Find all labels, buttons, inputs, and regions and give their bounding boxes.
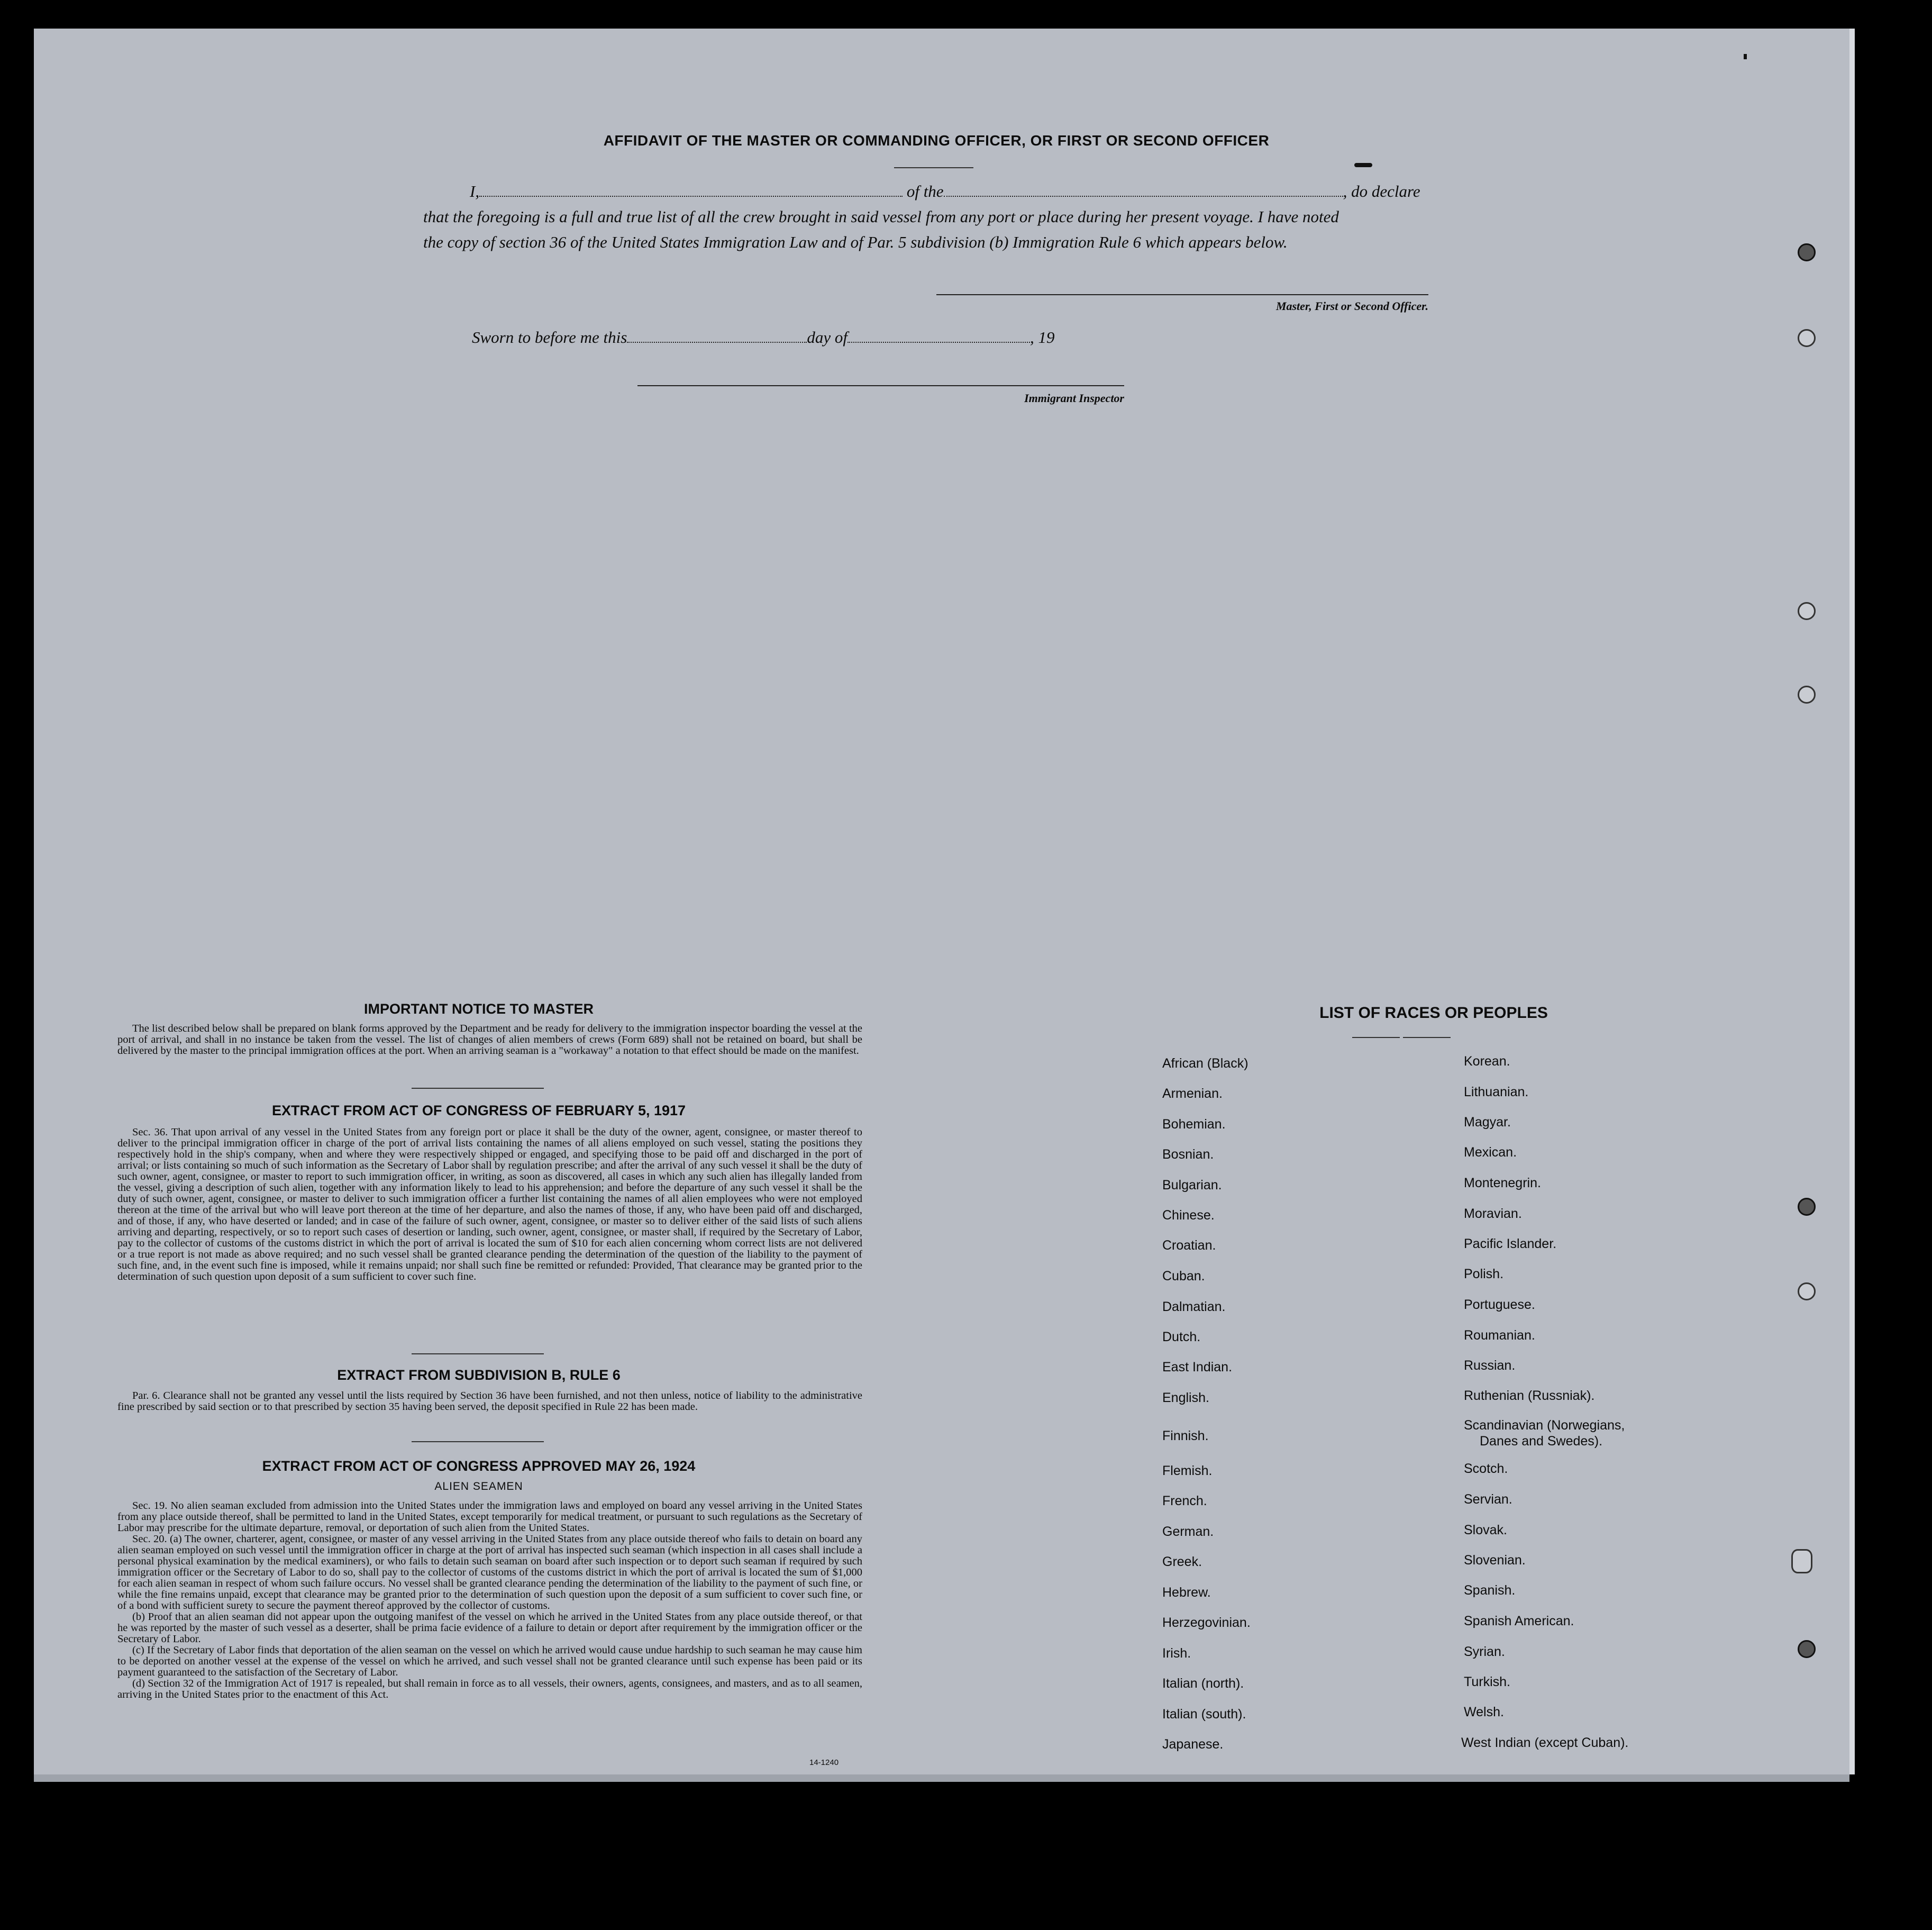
- section-36-paragraph: Sec. 36. That upon arrival of any vessel in the United States from any foreign port or place it shall be the duty of the owner, agent, consignee, or master thereof to deliver to the principal immigration officer in charge of the port of arrival lists containing the names of all aliens employed on such vessel, stating the positions they respectively hold in the ship's company, when and where they were respectively shipped or engaged, and specifying those to be paid off and discharged in the port of arrival; or lists containing so much of such information as the Secretary of Labor shall by regulation prescribe; and after the arrival of any such vessel it shall be the duty of such owner, agent, consignee, or master to report to such immigration officer, in writing, as soon as discovered, all cases in which any such alien has illegally landed from the vessel, giving a description of such alien, together with any information likely to lead to his apprehension; and before the departure of any such vessel it shall be the duty of such owner, agent, consignee, or master to deliver to such immigration officer a further list containing the names of all alien employees who were not employed thereon at the time of the arrival but who will leave port thereon at the time of her departure, and also the names of those, if any, who have been paid off and discharged, and of those, if any, who have deserted or landed; and in case of the failure of such owner, agent, consignee, or master so to deliver either of the said lists of such aliens arriving and departing, respectively, or so to report such cases of desertion or landing, such owner, agent, consignee, or master shall, if required by the Secretary of Labor, pay to the collector of customs of the customs district in which the port of arrival is located the sum of $10 for each alien concerning whom correct lists are not delivered or a true report is not made as above required; and no such vessel shall be granted clearance pending the determination of the question of the liability to the payment of such fine, and, in the event such fine is imposed, while it remains unpaid; nor shall such fine be remitted or refunded: Provided, That clearance may be granted prior to the determination of such question upon deposit of a sum sufficient to cover such fine.: [117, 1126, 862, 1282]
- race-list-item: German.: [1162, 1524, 1214, 1539]
- race-list-item: Mexican.: [1464, 1145, 1517, 1160]
- inspector-signature-caption: Immigrant Inspector: [1024, 392, 1124, 405]
- master-name-field[interactable]: [479, 182, 903, 197]
- master-signature-caption: Master, First or Second Officer.: [1275, 299, 1428, 313]
- race-list-item: Hebrew.: [1162, 1585, 1211, 1600]
- rule-6-heading: EXTRACT FROM SUBDIVISION B, RULE 6: [337, 1367, 621, 1383]
- race-list-item: Chinese.: [1162, 1208, 1215, 1223]
- alien-seamen-subheading: ALIEN SEAMEN: [434, 1480, 523, 1492]
- race-list-item: Croatian.: [1162, 1238, 1216, 1253]
- race-list-item: Bulgarian.: [1162, 1178, 1222, 1192]
- races-title-rule: [1352, 1037, 1400, 1038]
- binder-hole: [1798, 329, 1816, 347]
- race-list-item: Lithuanian.: [1464, 1085, 1529, 1099]
- ink-mark: [1791, 1549, 1812, 1573]
- binder-hole: [1798, 602, 1816, 620]
- binder-hole: [1798, 243, 1816, 261]
- race-list-item: Portuguese.: [1464, 1297, 1535, 1312]
- race-list-item: French.: [1162, 1494, 1207, 1508]
- day-of-label: day of: [807, 328, 847, 347]
- race-list-item: Spanish.: [1464, 1583, 1516, 1598]
- race-list-item: Magyar.: [1464, 1115, 1511, 1130]
- year-prefix-label: , 19: [1029, 328, 1055, 347]
- sworn-day-field[interactable]: [627, 328, 807, 343]
- sworn-line: [472, 328, 1054, 347]
- race-list-item: Herzegovinian.: [1162, 1615, 1251, 1630]
- race-list-item: Pacific Islander.: [1464, 1236, 1557, 1251]
- race-list-item: Welsh.: [1464, 1705, 1504, 1719]
- page-edge: [1849, 29, 1855, 1774]
- section-20c-paragraph: (c) If the Secretary of Labor finds that deportation of the alien seaman on the vessel on which he arrived would cause undue hardship to such seaman he may cause him to be deported on another vessel at the expense of the vessel on which he arrived, and such vessel shall not be granted clearance until such expense has been paid or its payment guaranteed to the satisfaction of the Secretary of Labor.: [117, 1644, 862, 1678]
- race-list-item: Moravian.: [1464, 1206, 1522, 1221]
- race-list-item: Irish.: [1162, 1646, 1191, 1661]
- section-20a-paragraph: Sec. 20. (a) The owner, charterer, agent, consignee, or master of any vessel arriving in the United States from any place outside thereof who fails to detain on board any alien seaman employed on such vessel until the immigration officer in charge at the port of arrival has inspected such seaman (which inspection in all cases shall include a personal physical examination by the medical examiners), or who fails to detain such seaman on board after such inspection or to deport such seaman if required by such immigration officer or the Secretary of Labor to do so, shall pay to the collector of customs of the customs district in which the port of arrival is located the sum of $1,000 for each alien seaman in respect of whom such failure occurs. No vessel shall be granted clearance pending the determination of the liability to the payment of such fine, or while the fine remains unpaid, except that clearance may be granted prior to the determination of such question upon the deposit of a sum sufficient to cover such fine, or of a bond with sufficient surety to secure the payment thereof approved by the collector of customs.: [117, 1533, 862, 1612]
- vessel-name-field[interactable]: [944, 182, 1343, 197]
- race-list-item: Cuban.: [1162, 1269, 1205, 1283]
- races-title: LIST OF RACES OR PEOPLES: [1319, 1004, 1548, 1022]
- rule-6-text: [117, 1390, 862, 1413]
- affidavit-line-3: the copy of section 36 of the United States Immigration Law and of Par. 5 subdivision (b) Immigration Rule 6 which appears below.: [423, 233, 1288, 251]
- race-list-item: West Indian (except Cuban).: [1461, 1735, 1629, 1750]
- race-list-item: Dutch.: [1162, 1330, 1201, 1344]
- notice-paragraph: The list described below shall be prepared on blank forms approved by the Department and be ready for delivery to the immigration inspector boarding the vessel at the port of arrival, and shall in no instance be taken from the vessel. The list of changes of alien members of crews (Form 689) shall not be retained on board, but shall be delivered by the master to the principal immigration offices at the port. When an arriving seaman is a "workaway" a notation to that effect should be made on the manifest.: [117, 1023, 862, 1057]
- race-list-item: Slovak.: [1464, 1523, 1507, 1537]
- affidavit-i-label: I,: [470, 182, 480, 201]
- extract-1924-heading: EXTRACT FROM ACT OF CONGRESS APPROVED MAY 26, 1924: [262, 1458, 696, 1474]
- page-bottom-strip: [34, 1774, 1849, 1782]
- race-list-item: Ruthenian (Russniak).: [1464, 1388, 1595, 1403]
- affidavit-line-1: [470, 182, 1420, 201]
- affidavit-line-2: that the foregoing is a full and true list of all the crew brought in said vessel from any port or place during her present voyage. I have noted: [423, 207, 1339, 226]
- binder-hole: [1798, 1282, 1816, 1300]
- extract-1924-text: [117, 1500, 862, 1700]
- race-list-item: Italian (north).: [1162, 1676, 1244, 1691]
- race-list-item: English.: [1162, 1390, 1209, 1405]
- sworn-month-field[interactable]: [847, 328, 1030, 343]
- affidavit-of-the-label: of the: [906, 182, 944, 201]
- race-list-item: Italian (south).: [1162, 1707, 1246, 1722]
- race-list-item: Japanese.: [1162, 1737, 1224, 1752]
- race-list-item: Danes and Swedes).: [1480, 1434, 1603, 1449]
- binder-hole: [1798, 1640, 1816, 1658]
- ink-speck: [1744, 54, 1747, 59]
- race-list-item: Flemish.: [1162, 1463, 1213, 1478]
- race-list-item: Bohemian.: [1162, 1117, 1226, 1132]
- extract-1917-heading: EXTRACT FROM ACT OF CONGRESS OF FEBRUARY 5, 1917: [271, 1103, 686, 1118]
- extract-1917-text: [117, 1127, 862, 1282]
- race-list-item: Scotch.: [1464, 1461, 1508, 1476]
- race-list-item: Polish.: [1464, 1267, 1504, 1281]
- binder-hole: [1798, 1198, 1816, 1216]
- section-separator: [412, 1353, 544, 1354]
- race-list-item: African (Black): [1162, 1056, 1248, 1071]
- affidavit-title: AFFIDAVIT OF THE MASTER OR COMMANDING OFFICER, OR FIRST OR SECOND OFFICER: [603, 132, 1270, 149]
- race-list-item: Greek.: [1162, 1554, 1202, 1569]
- section-separator: [412, 1088, 544, 1089]
- race-list-item: Slovenian.: [1464, 1553, 1526, 1568]
- race-list-item: Armenian.: [1162, 1086, 1223, 1101]
- race-list-item: Scandinavian (Norwegians,: [1464, 1418, 1625, 1433]
- race-list-item: East Indian.: [1162, 1360, 1233, 1374]
- race-list-item: Bosnian.: [1162, 1147, 1214, 1162]
- race-list-item: Roumanian.: [1464, 1328, 1535, 1343]
- affidavit-declare-label: , do declare: [1343, 182, 1420, 201]
- rule-6-paragraph: Par. 6. Clearance shall not be granted any vessel until the lists required by Section 36 have been furnished, and not then unless, notice of liability to the administrative fine prescribed by said section or to that prescribed by section 35 having been served, the deposit specified in Rule 22 has been made.: [117, 1390, 862, 1413]
- race-list-item: Syrian.: [1464, 1644, 1505, 1659]
- race-list-item: Servian.: [1464, 1492, 1512, 1507]
- race-list-item: Turkish.: [1464, 1674, 1510, 1689]
- binder-hole: [1798, 686, 1816, 704]
- race-list-item: Spanish American.: [1464, 1614, 1574, 1628]
- section-20d-paragraph: (d) Section 32 of the Immigration Act of 1917 is repealed, but shall remain in force as to all vessels, their owners, agents, consignees, and masters, and as to all seamen, arriving in the United States prior to the enactment of this Act.: [117, 1678, 862, 1700]
- race-list-item: Russian.: [1464, 1358, 1516, 1373]
- affidavit-title-rule: [894, 167, 973, 168]
- notice-heading: IMPORTANT NOTICE TO MASTER: [364, 1001, 594, 1017]
- section-separator: [412, 1441, 544, 1442]
- race-list-item: Korean.: [1464, 1054, 1510, 1069]
- form-number: 14-1240: [809, 1758, 839, 1767]
- section-20b-paragraph: (b) Proof that an alien seaman did not appear upon the outgoing manifest of the vessel on which he arrived in the United States from any place outside thereof, or that he was reported by the master of such vessel as a deserter, shall be prima facie evidence of a failure to detain or deport after requirement by the immigration officer or the Secretary of Labor.: [117, 1611, 862, 1645]
- sworn-label: Sworn to before me this: [472, 328, 627, 347]
- inspector-signature-line[interactable]: [637, 385, 1124, 386]
- ink-smudge: [1354, 163, 1372, 167]
- races-title-rule: [1403, 1037, 1451, 1038]
- race-list-item: Montenegrin.: [1464, 1176, 1541, 1190]
- notice-text: [117, 1023, 862, 1057]
- section-19-paragraph: Sec. 19. No alien seaman excluded from admission into the United States under the immigration laws and employed on board any vessel arriving in the United States from any place outside thereof, shall be permitted to land in the United States, except temporarily for medical treatment, or pursuant to such regulations as the Secretary of Labor may prescribe for the ultimate departure, removal, or deportation of such alien from the United States.: [117, 1500, 862, 1534]
- master-signature-line[interactable]: [936, 294, 1428, 295]
- race-list-item: Dalmatian.: [1162, 1299, 1226, 1314]
- race-list-item: Finnish.: [1162, 1428, 1209, 1443]
